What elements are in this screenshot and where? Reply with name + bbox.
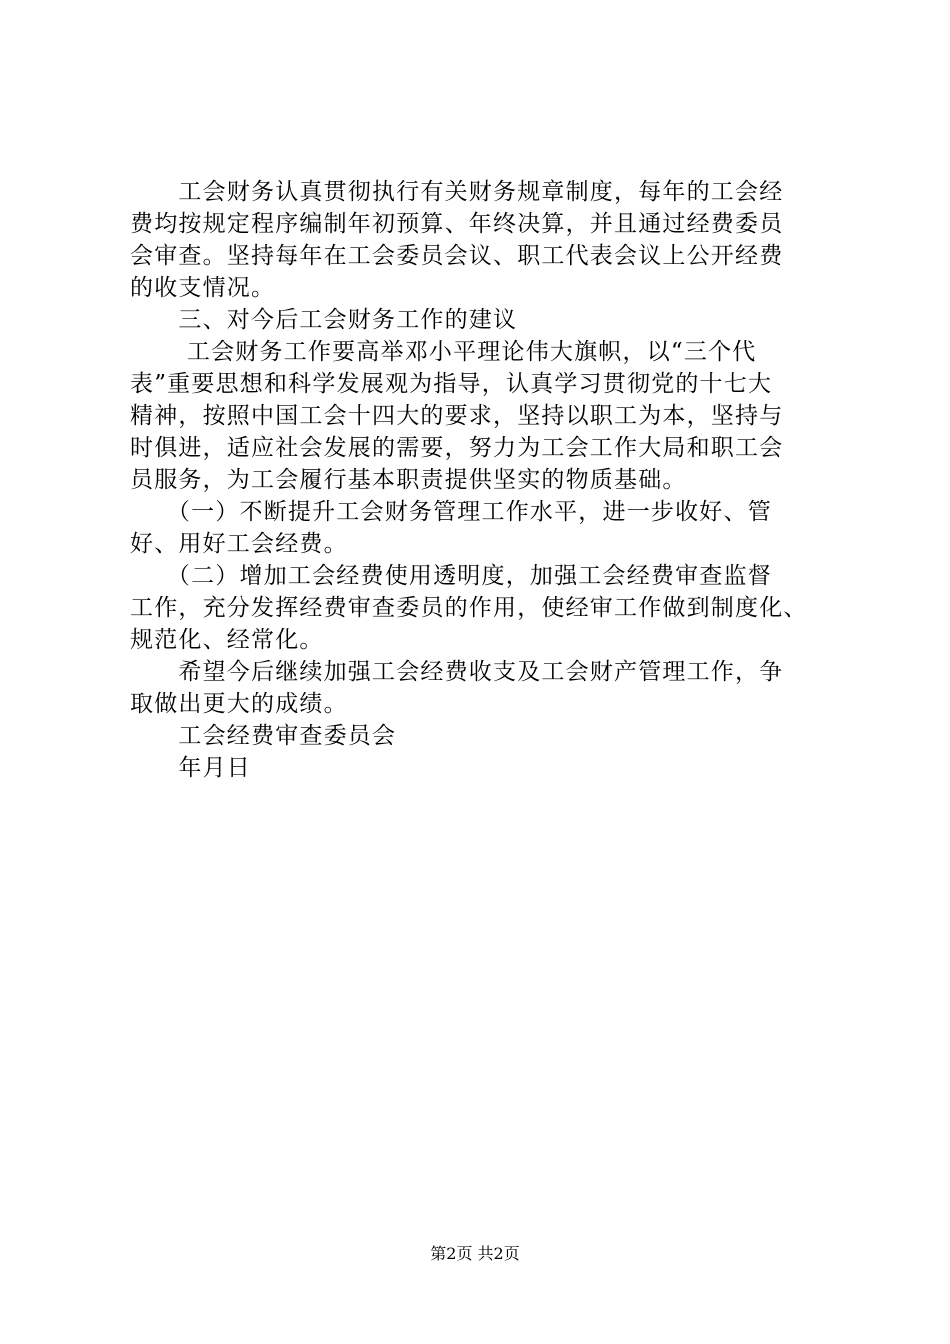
body-line-15: 规范化、经常化。 [130, 627, 324, 653]
body-line-1: 工会财务认真贯彻执行有关财务规章制度，每年的工会经 [130, 179, 784, 205]
body-line-7: 表”重要思想和科学发展观为指导，认真学习贯彻党的十七大 [130, 371, 773, 397]
body-line-8: 精神，按照中国工会十四大的要求，坚持以职工为本，坚持与 [130, 403, 784, 429]
body-line-6: 工会财务工作要高举邓小平理论伟大旗帜，以“三个代 [130, 339, 757, 365]
signature-date: 年月日 [130, 755, 251, 781]
body-line-11: （一）不断提升工会财务管理工作水平，进一步收好、管 [130, 499, 772, 525]
body-line-16: 希望今后继续加强工会经费收支及工会财产管理工作，争 [130, 659, 784, 685]
body-line-9: 时俱进，适应社会发展的需要，努力为工会工作大局和职工会 [130, 435, 784, 461]
body-line-17: 取做出更大的成绩。 [130, 691, 348, 717]
section-heading: 三、对今后工会财务工作的建议 [130, 307, 518, 333]
body-line-13: （二）增加工会经费使用透明度，加强工会经费审查监督 [130, 563, 772, 589]
page-footer: 第2页 共2页 [430, 1244, 520, 1263]
body-line-3: 会审查。坚持每年在工会委员会议、职工代表会议上公开经费 [130, 243, 784, 269]
signature-org: 工会经费审查委员会 [130, 723, 397, 749]
body-line-14: 工作，充分发挥经费审查委员的作用，使经审工作做到制度化、 [130, 595, 808, 621]
body-line-4: 的收支情况。 [130, 275, 276, 301]
body-line-10: 员服务，为工会履行基本职责提供坚实的物质基础。 [130, 467, 687, 493]
body-line-12: 好、用好工会经费。 [130, 531, 348, 557]
body-line-2: 费均按规定程序编制年初预算、年终决算，并且通过经费委员 [130, 211, 784, 237]
